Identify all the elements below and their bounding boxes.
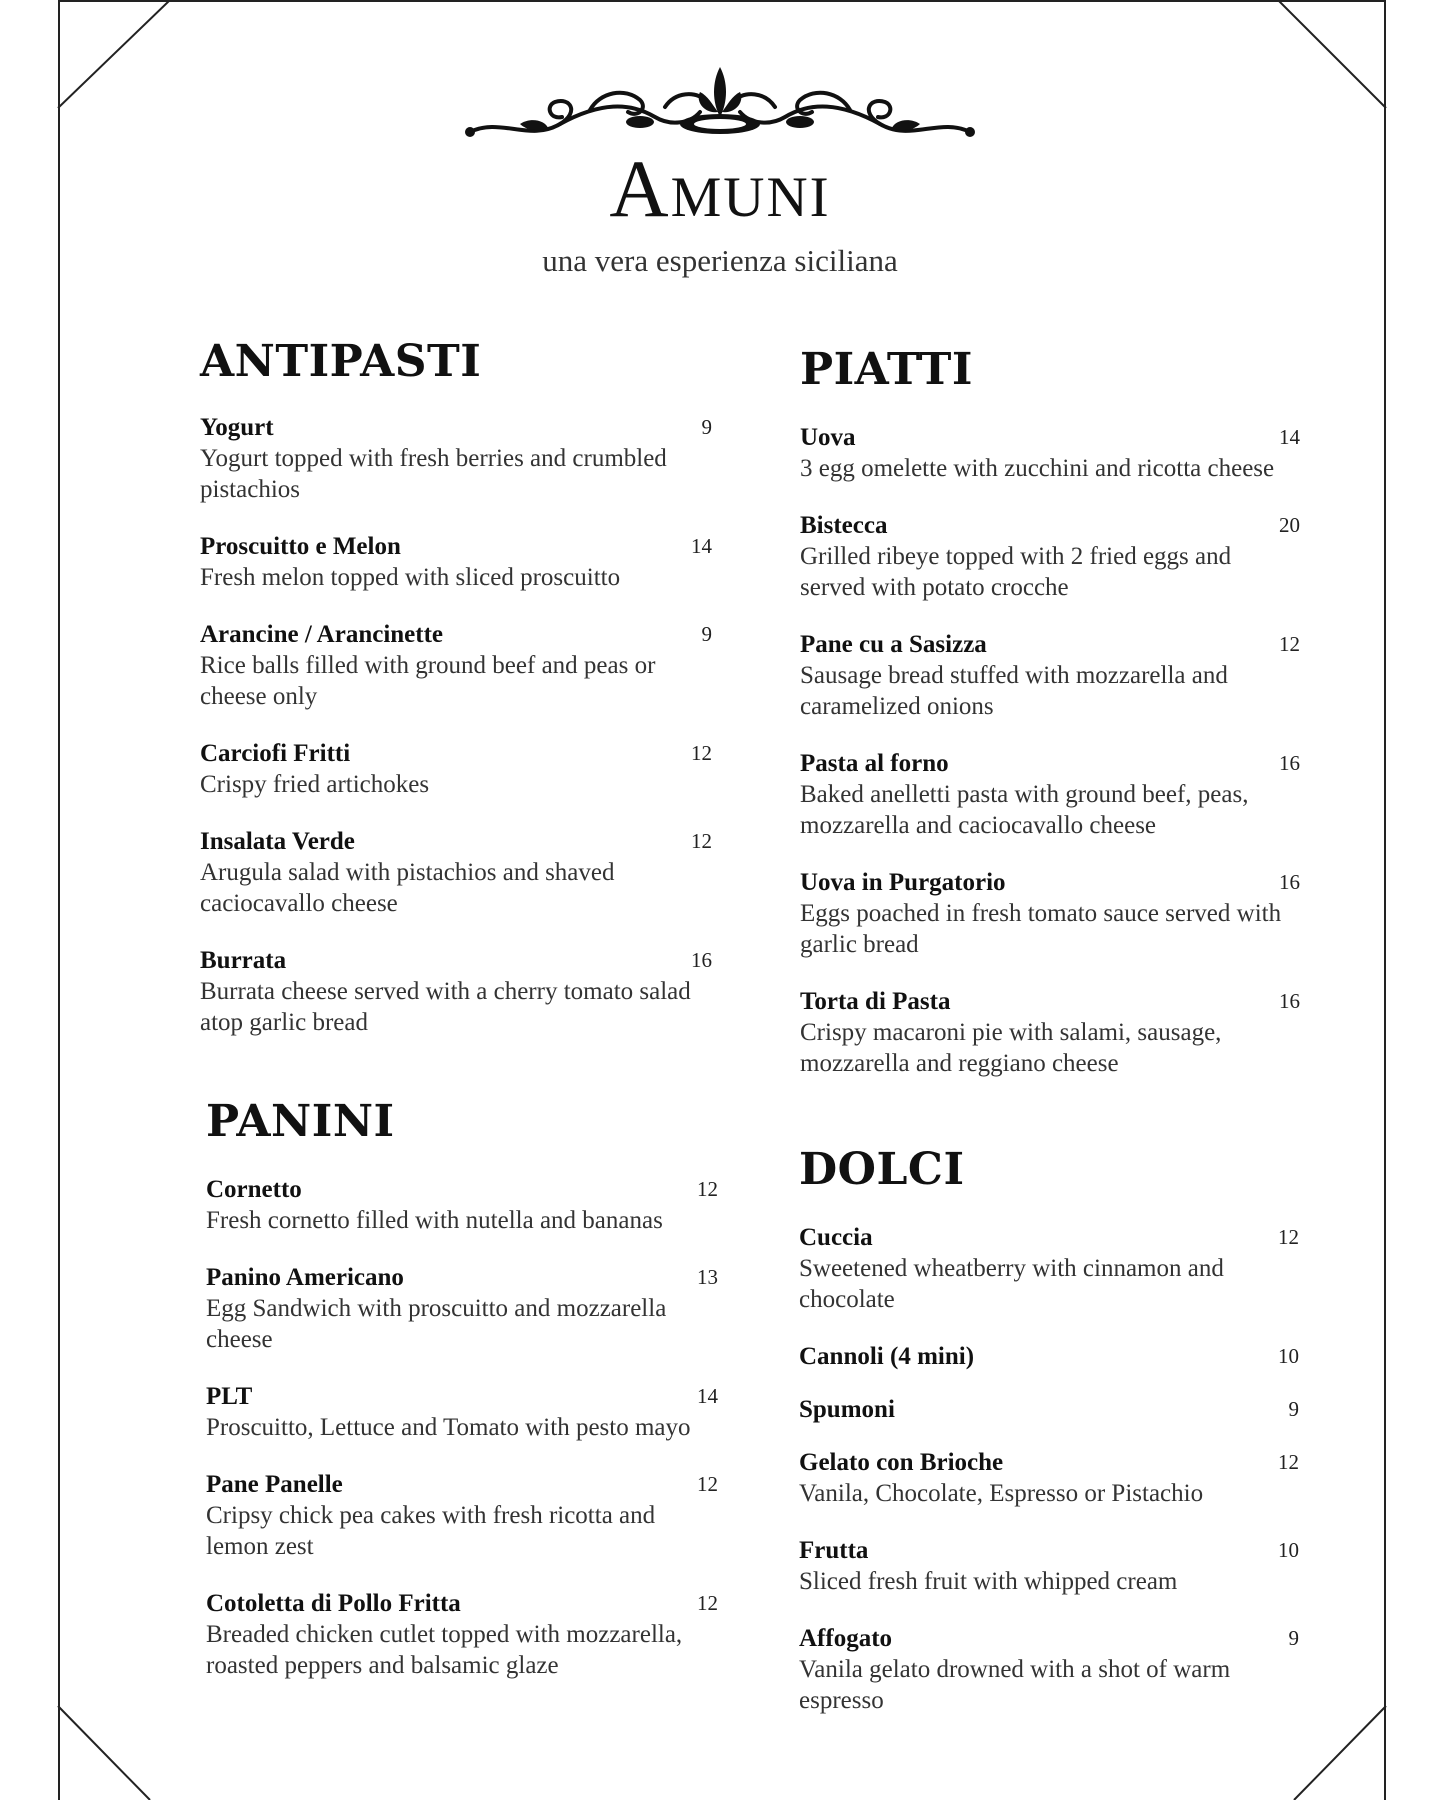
item-name: Cornetto bbox=[206, 1176, 302, 1204]
item-name: Torta di Pasta bbox=[800, 988, 951, 1016]
item-name: Uova in Purgatorio bbox=[800, 869, 1006, 897]
item-price: 16 bbox=[1279, 751, 1300, 776]
item-description: Arugula salad with pistachios and shaved caciocavallo cheese bbox=[200, 859, 615, 918]
item-name: Insalata Verde bbox=[200, 828, 355, 856]
menu-item bbox=[200, 738, 712, 800]
section-dolci bbox=[799, 1146, 1299, 1742]
item-price: 14 bbox=[691, 534, 712, 559]
item-description: Vanila gelato drowned with a shot of warm espresso bbox=[799, 1656, 1231, 1715]
item-price: 12 bbox=[697, 1472, 718, 1497]
menu-item bbox=[800, 510, 1300, 603]
menu-item bbox=[200, 619, 712, 712]
item-price: 12 bbox=[1278, 1225, 1299, 1250]
item-price: 10 bbox=[1278, 1538, 1299, 1563]
item-name: Gelato con Brioche bbox=[799, 1449, 1004, 1477]
item-description: Yogurt topped with fresh berries and crumbled pistachios bbox=[200, 445, 667, 504]
item-description: Baked anelletti pasta with ground beef, peas, mozzarella and caciocavallo cheese bbox=[800, 781, 1249, 840]
menu-item bbox=[206, 1262, 718, 1355]
menu-item bbox=[800, 867, 1300, 960]
item-price: 9 bbox=[1288, 1626, 1299, 1651]
item-name: Yogurt bbox=[200, 414, 274, 442]
restaurant-subtitle: una vera esperienza siciliana bbox=[542, 243, 898, 278]
item-name: Bistecca bbox=[800, 512, 888, 540]
item-description: Breaded chicken cutlet topped with mozzarella, roasted peppers and balsamic glaze bbox=[206, 1621, 683, 1680]
item-price: 9 bbox=[701, 622, 712, 647]
item-description: Rice balls filled with ground beef and peas or cheese only bbox=[200, 652, 656, 711]
section-title-antipasti: ANTIPASTI bbox=[200, 336, 482, 387]
item-description: Grilled ribeye topped with 2 fried eggs and served with potato crocche bbox=[800, 543, 1232, 602]
item-price: 12 bbox=[697, 1177, 718, 1202]
item-price: 9 bbox=[1288, 1397, 1299, 1422]
item-name: Frutta bbox=[799, 1537, 869, 1565]
section-piatti bbox=[800, 346, 1300, 1105]
item-description: Proscuitto, Lettuce and Tomato with pesto mayo bbox=[206, 1414, 691, 1442]
item-price: 16 bbox=[1279, 870, 1300, 895]
section-title-piatti: PIATTI bbox=[800, 344, 973, 395]
item-name: Pasta al forno bbox=[800, 750, 949, 778]
menu-item bbox=[800, 422, 1300, 484]
menu-item bbox=[799, 1222, 1299, 1315]
menu-item bbox=[206, 1381, 718, 1443]
item-description: Vanila, Chocolate, Espresso or Pistachio bbox=[799, 1480, 1204, 1508]
item-name: Spumoni bbox=[799, 1396, 895, 1424]
item-description: Egg Sandwich with proscuitto and mozzarella cheese bbox=[206, 1295, 667, 1354]
item-price: 14 bbox=[697, 1384, 718, 1409]
menu-item bbox=[799, 1341, 1299, 1372]
menu-item bbox=[200, 412, 712, 505]
item-description: Sweetened wheatberry with cinnamon and chocolate bbox=[799, 1255, 1224, 1314]
section-antipasti bbox=[200, 338, 712, 1064]
item-description: Sausage bread stuffed with mozzarella and caramelized onions bbox=[800, 662, 1228, 721]
menu-item bbox=[800, 748, 1300, 841]
item-description: Cripsy chick pea cakes with fresh ricotta and lemon zest bbox=[206, 1502, 656, 1561]
item-name: Affogato bbox=[799, 1625, 893, 1653]
item-name: Proscuitto e Melon bbox=[200, 533, 401, 561]
item-description: Crispy fried artichokes bbox=[200, 771, 430, 799]
menu-item bbox=[206, 1588, 718, 1681]
item-description: Fresh melon topped with sliced proscuitto bbox=[200, 564, 621, 592]
item-name: Pane Panelle bbox=[206, 1471, 343, 1499]
menu-item bbox=[799, 1447, 1299, 1509]
item-name: Cannoli (4 mini) bbox=[799, 1343, 975, 1371]
item-name: Cuccia bbox=[799, 1224, 873, 1252]
item-price: 10 bbox=[1278, 1344, 1299, 1369]
item-price: 12 bbox=[697, 1591, 718, 1616]
item-price: 14 bbox=[1279, 425, 1300, 450]
menu-item bbox=[200, 945, 712, 1038]
section-title-panini: PANINI bbox=[206, 1096, 395, 1147]
item-name: Panino Americano bbox=[206, 1264, 404, 1292]
item-name: PLT bbox=[206, 1383, 253, 1411]
menu-item bbox=[206, 1469, 718, 1562]
item-name: Cotoletta di Pollo Fritta bbox=[206, 1590, 461, 1618]
menu-item bbox=[799, 1623, 1299, 1716]
item-description: Sliced fresh fruit with whipped cream bbox=[799, 1568, 1178, 1596]
item-price: 16 bbox=[1279, 989, 1300, 1014]
item-name: Carciofi Fritti bbox=[200, 740, 351, 768]
menu-item bbox=[200, 531, 712, 593]
menu-item bbox=[799, 1535, 1299, 1597]
item-name: Arancine / Arancinette bbox=[200, 621, 444, 649]
menu-item bbox=[200, 826, 712, 919]
restaurant-title: Amuni bbox=[609, 143, 831, 234]
item-price: 12 bbox=[1279, 632, 1300, 657]
item-description: Burrata cheese served with a cherry tomato salad atop garlic bread bbox=[200, 978, 691, 1037]
item-description: Crispy macaroni pie with salami, sausage, mozzarella and reggiano cheese bbox=[800, 1019, 1222, 1078]
item-description: 3 egg omelette with zucchini and ricotta cheese bbox=[800, 455, 1275, 483]
item-name: Pane cu a Sasizza bbox=[800, 631, 987, 659]
item-price: 13 bbox=[697, 1265, 718, 1290]
item-description: Fresh cornetto filled with nutella and bananas bbox=[206, 1207, 663, 1235]
section-title-dolci: DOLCI bbox=[799, 1144, 965, 1195]
flourish-ornament-icon bbox=[460, 62, 980, 152]
item-price: 16 bbox=[691, 948, 712, 973]
item-price: 9 bbox=[701, 415, 712, 440]
item-description: Eggs poached in fresh tomato sauce served with garlic bread bbox=[800, 900, 1282, 959]
item-price: 12 bbox=[1278, 1450, 1299, 1475]
item-price: 12 bbox=[691, 829, 712, 854]
menu-item bbox=[799, 1394, 1299, 1425]
menu-item bbox=[800, 986, 1300, 1079]
section-panini bbox=[206, 1098, 718, 1707]
menu-item bbox=[206, 1174, 718, 1236]
item-price: 20 bbox=[1279, 513, 1300, 538]
menu-item bbox=[800, 629, 1300, 722]
item-price: 12 bbox=[691, 741, 712, 766]
item-name: Burrata bbox=[200, 947, 287, 975]
item-name: Uova bbox=[800, 424, 856, 452]
